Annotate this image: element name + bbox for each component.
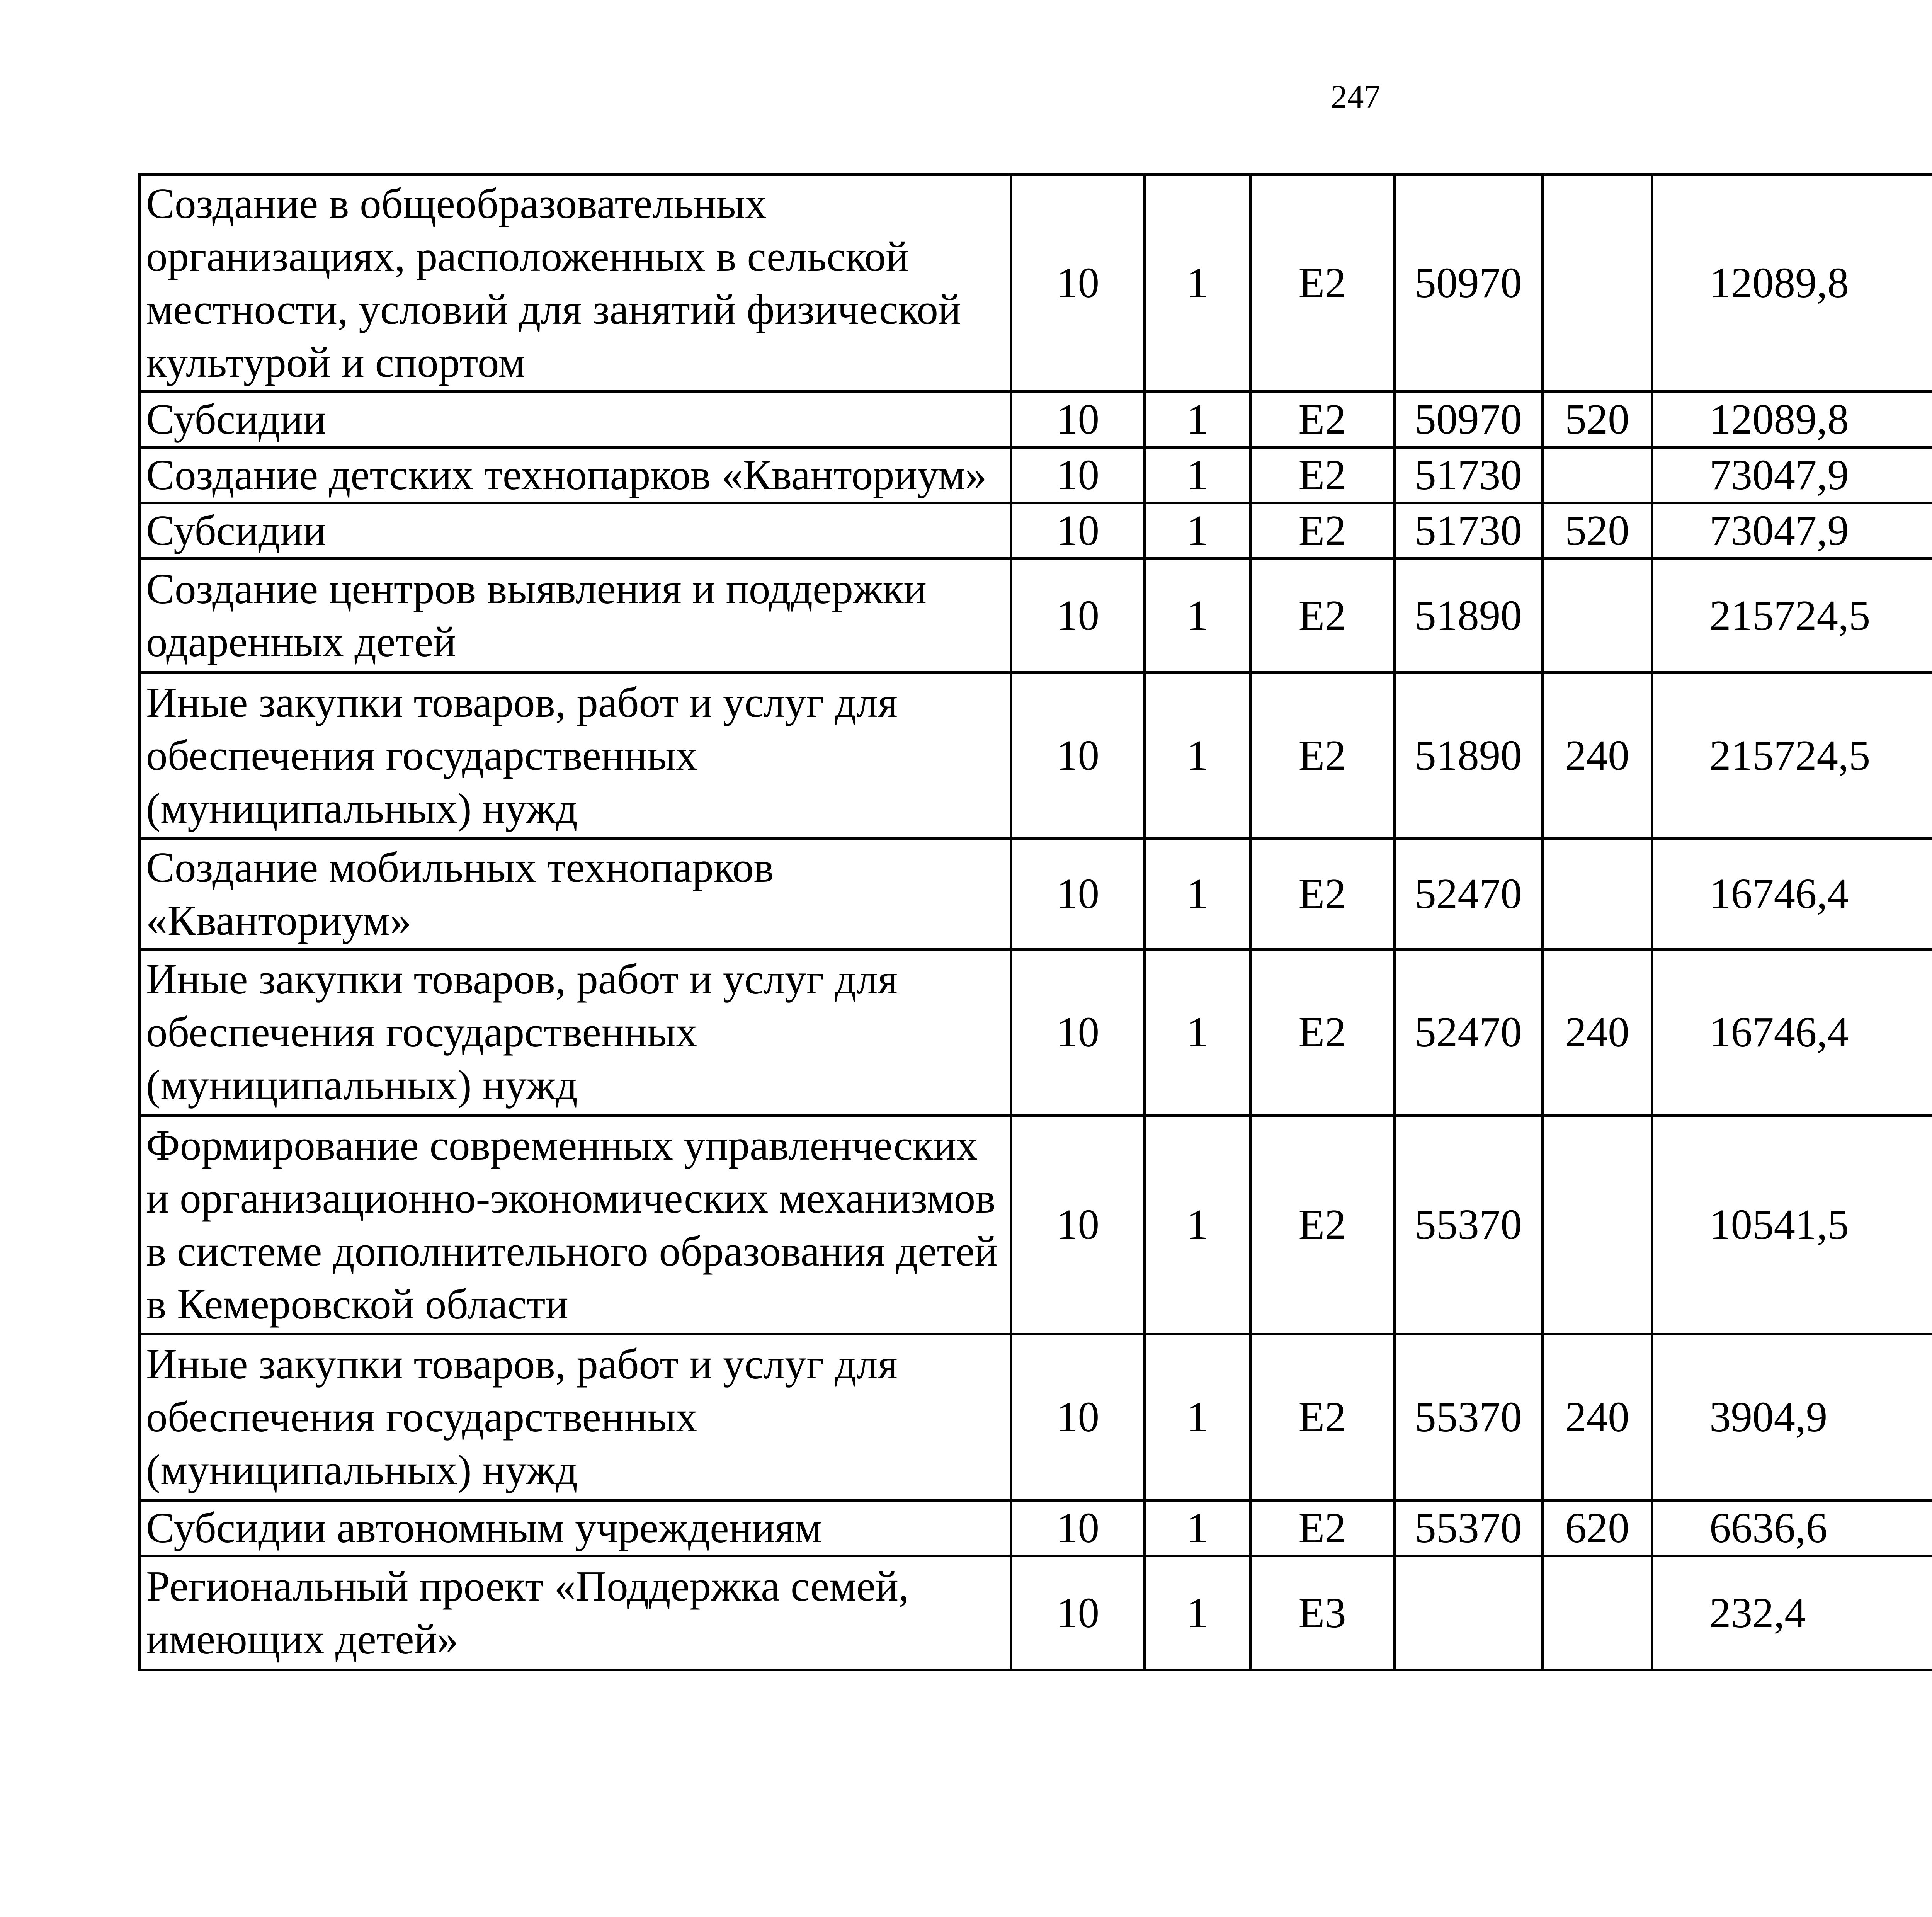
row-subsection: 1 [1145,175,1250,392]
row-name: Формирование современных управленческих и организационно-экономических механизмов в системе дополнительного образования детей в Кемеровской области [139,1116,1011,1334]
row-expense-type: 240 [1543,673,1652,839]
table-row [139,1116,1932,1334]
row-expense-type: 240 [1543,1334,1652,1500]
row-sum-1: 3904,9 [1652,1334,1932,1500]
row-sum-1: 73047,9 [1652,447,1932,503]
row-code: 50970 [1395,392,1543,447]
row-name: Создание центров выявления и поддержки одаренных детей [139,559,1011,673]
row-code [1395,1556,1543,1670]
table-row [139,1556,1932,1670]
table-row [139,1334,1932,1500]
row-code: 52470 [1395,949,1543,1116]
row-section: 10 [1011,1556,1145,1670]
table-row [139,392,1932,447]
row-project: E2 [1250,175,1395,392]
row-subsection: 1 [1145,1556,1250,1670]
row-expense-type: 520 [1543,392,1652,447]
row-sum-1: 215724,5 [1652,559,1932,673]
row-name: Субсидии [139,503,1011,559]
row-expense-type: 240 [1543,949,1652,1116]
row-sum-1: 215724,5 [1652,673,1932,839]
row-project: E3 [1250,1556,1395,1670]
row-subsection: 1 [1145,839,1250,949]
table-row [139,1500,1932,1556]
table-row [139,949,1932,1116]
row-code: 55370 [1395,1500,1543,1556]
row-section: 10 [1011,949,1145,1116]
row-name: Субсидии автономным учреждениям [139,1500,1011,1556]
table-row [139,559,1932,673]
row-project: E2 [1250,1334,1395,1500]
row-expense-type: 620 [1543,1500,1652,1556]
row-expense-type [1543,447,1652,503]
row-section: 10 [1011,839,1145,949]
row-section: 10 [1011,447,1145,503]
row-expense-type [1543,559,1652,673]
budget-table [138,173,1932,1671]
row-expense-type [1543,175,1652,392]
row-section: 10 [1011,392,1145,447]
row-code: 51730 [1395,503,1543,559]
row-subsection: 1 [1145,447,1250,503]
row-subsection: 1 [1145,1116,1250,1334]
row-section: 10 [1011,503,1145,559]
row-sum-1: 10541,5 [1652,1116,1932,1334]
row-subsection: 1 [1145,392,1250,447]
row-section: 10 [1011,1116,1145,1334]
row-project: E2 [1250,673,1395,839]
row-name: Создание мобильных технопарков «Кванториум» [139,839,1011,949]
row-subsection: 1 [1145,559,1250,673]
row-code: 55370 [1395,1334,1543,1500]
row-expense-type: 520 [1543,503,1652,559]
row-subsection: 1 [1145,949,1250,1116]
row-project: E2 [1250,1116,1395,1334]
row-code: 51890 [1395,559,1543,673]
row-section: 10 [1011,1500,1145,1556]
row-name: Региональный проект «Поддержка семей, имеющих детей» [139,1556,1011,1670]
row-code: 50970 [1395,175,1543,392]
row-project: E2 [1250,949,1395,1116]
row-name: Создание детских технопарков «Кванториум» [139,447,1011,503]
row-project: E2 [1250,1500,1395,1556]
row-name: Иные закупки товаров, работ и услуг для обеспечения государственных (муниципальных) нужд [139,1334,1011,1500]
row-sum-1: 12089,8 [1652,175,1932,392]
row-project: E2 [1250,503,1395,559]
row-sum-1: 232,4 [1652,1556,1932,1670]
row-project: E2 [1250,839,1395,949]
table-row [139,503,1932,559]
row-name: Субсидии [139,392,1011,447]
row-sum-1: 16746,4 [1652,949,1932,1116]
row-section: 10 [1011,1334,1145,1500]
row-project: E2 [1250,559,1395,673]
row-subsection: 1 [1145,503,1250,559]
table-row [139,673,1932,839]
row-expense-type [1543,839,1652,949]
table-row [139,447,1932,503]
row-code: 52470 [1395,839,1543,949]
row-expense-type [1543,1556,1652,1670]
row-subsection: 1 [1145,1334,1250,1500]
row-section: 10 [1011,175,1145,392]
row-code: 51890 [1395,673,1543,839]
row-sum-1: 6636,6 [1652,1500,1932,1556]
row-sum-1: 12089,8 [1652,392,1932,447]
page-number: 247 [1330,78,1381,115]
row-subsection: 1 [1145,1500,1250,1556]
row-code: 51730 [1395,447,1543,503]
row-expense-type [1543,1116,1652,1334]
table-row [139,839,1932,949]
row-name: Создание в общеобразовательных организациях, расположенных в сельской местности, условий для занятий физической культурой и спортом [139,175,1011,392]
row-project: E2 [1250,392,1395,447]
row-section: 10 [1011,559,1145,673]
row-sum-1: 16746,4 [1652,839,1932,949]
row-sum-1: 73047,9 [1652,503,1932,559]
row-project: E2 [1250,447,1395,503]
row-code: 55370 [1395,1116,1543,1334]
row-section: 10 [1011,673,1145,839]
row-name: Иные закупки товаров, работ и услуг для обеспечения государственных (муниципальных) нужд [139,673,1011,839]
table-row [139,175,1932,392]
row-subsection: 1 [1145,673,1250,839]
row-name: Иные закупки товаров, работ и услуг для обеспечения государственных (муниципальных) нужд [139,949,1011,1116]
